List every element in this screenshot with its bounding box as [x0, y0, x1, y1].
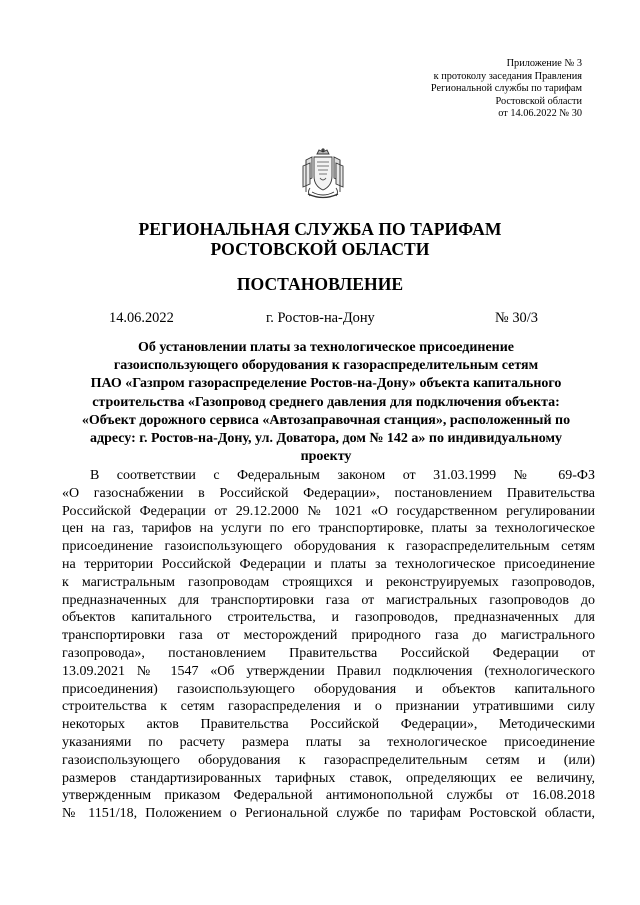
body-paragraph: [62, 467, 595, 823]
body-line: предназначенных для транспортировки газа от магистральных газопроводов до: [62, 592, 595, 608]
body-line: строительства к сетям газораспределения и о признании утратившими силу: [62, 699, 595, 715]
subject-line: адресу: г. Ростов-на-Дону, ул. Доватора, дом № 142 а» по индивидуальному: [89, 431, 563, 447]
agency-name-line2: РОСТОВСКОЙ ОБЛАСТИ: [210, 239, 430, 259]
body-line: В соответствии с Федеральным законом от 31.03.1999 № 69-ФЗ: [90, 468, 595, 483]
body-line: утвержденным приказом Федеральной антимонопольной службы от 16.08.2018: [62, 788, 595, 804]
body-line: транспортировки газа от месторождений природного газа до магистрального: [62, 628, 595, 644]
body-line: присоединения) газоиспользующего оборудования и объектов капитального: [62, 681, 595, 697]
body-line: на территории Российской Федерации и платы за технологическое присоединение: [62, 556, 595, 572]
document-subject: [62, 339, 590, 466]
appendix-line: от 14.06.2022 № 30: [498, 108, 582, 120]
body-line: некоторых актов Правительства Российской Федерации», Методическими: [62, 717, 595, 733]
body-line: указаниями по расчету размера платы за технологическое присоединение: [62, 734, 595, 750]
document-date: 14.06.2022: [109, 310, 174, 326]
body-line: № 1151/18, Положением о Региональной службе по тарифам Ростовской области,: [62, 806, 595, 822]
appendix-note: [431, 58, 582, 121]
document-city: г. Ростов-на-Дону: [266, 310, 375, 326]
appendix-line: Приложение № 3: [506, 58, 582, 69]
subject-line: проекту: [300, 449, 352, 465]
subject-line: газоиспользующего оборудования к газораспределительным сетям: [113, 358, 539, 374]
body-line: размеров стандартизированных тарифных ставок, определяющих ее величину,: [62, 770, 595, 786]
subject-line: Об установлении платы за технологическое присоединение: [137, 340, 515, 355]
subject-line: «Объект дорожного сервиса «Автозаправочная станция», расположенный по: [81, 412, 571, 428]
body-line: объектов капитального строительства, и газопроводов, предназначенных для: [62, 610, 595, 626]
body-line: газоиспользующего оборудования к газораспределительным сетям и (или): [62, 752, 595, 768]
body-line: цен на газ, тарифов на услуги по его транспортировке, платы за технологическое: [62, 521, 595, 537]
body-line: газопровода», постановлением Правительства Российской Федерации от: [62, 645, 595, 661]
subject-line: ПАО «Газпром газораспределение Ростов-на-Дону» объекта капитального: [90, 376, 562, 392]
coat-of-arms-icon: [298, 148, 348, 202]
body-line: Российской Федерации от 29.12.2000 № 1021 «О государственном регулировании: [62, 503, 595, 519]
appendix-line: Ростовской области: [495, 95, 582, 107]
body-line: 13.09.2021 № 1547 «Об утверждении Правил подключения (технологического: [62, 663, 595, 679]
body-line: к магистральным газопроводам строящихся и реконструируемых газопроводов,: [62, 574, 595, 590]
document-type: ПОСТАНОВЛЕНИЕ: [236, 274, 404, 294]
agency-name: [0, 219, 640, 259]
appendix-line: к протоколу заседания Правления: [433, 70, 582, 82]
subject-line: строительства «Газопровод среднего давления для подключения объекта:: [92, 394, 560, 410]
document-number: № 30/3: [495, 310, 538, 326]
agency-name-line1: РЕГИОНАЛЬНАЯ СЛУЖБА ПО ТАРИФАМ: [138, 219, 502, 239]
body-line: «О газоснабжении в Российской Федерации», постановлением Правительства: [62, 485, 595, 501]
body-line: присоединение газоиспользующего оборудования к газораспределительным сетям: [62, 539, 595, 555]
appendix-line: Региональной службы по тарифам: [430, 83, 582, 95]
